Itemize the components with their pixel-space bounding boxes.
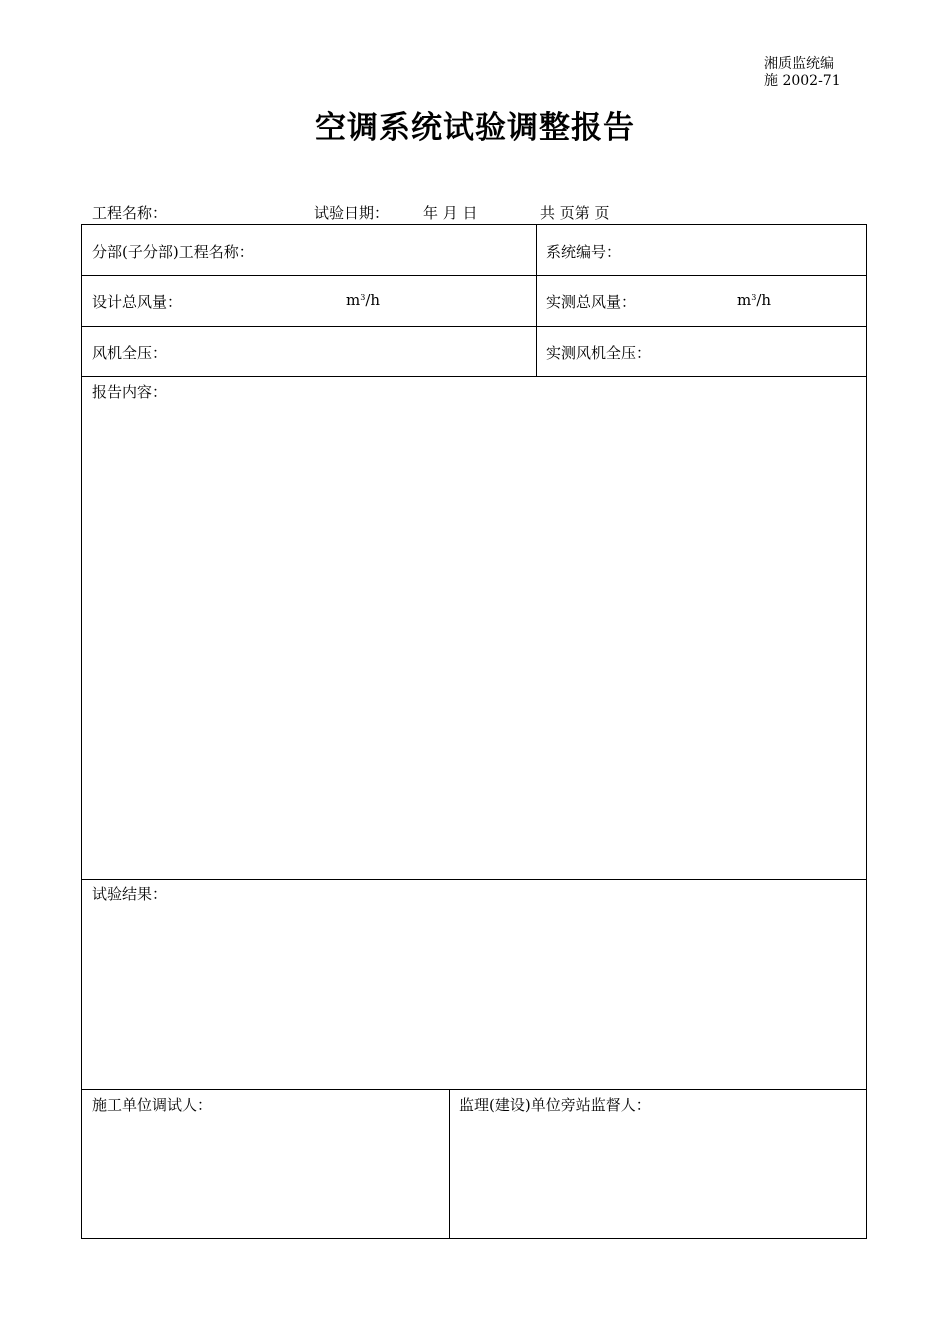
column-divider — [449, 1089, 450, 1238]
row-divider — [82, 1089, 866, 1090]
page-title: 空调系统试验调整报告 — [315, 110, 635, 146]
supervisor-label: 监理(建设)单位旁站监督人： — [459, 1096, 651, 1114]
fan-pressure-label: 风机全压： — [92, 344, 168, 362]
design-air-volume-unit — [346, 291, 380, 309]
test-result-label: 试验结果： — [92, 885, 168, 903]
form-code — [764, 56, 841, 90]
form-code-line1: 湘质监统编 — [764, 56, 834, 72]
column-divider — [536, 225, 537, 376]
report-content-label: 报告内容： — [92, 383, 168, 401]
project-name-label: 工程名称： — [92, 204, 168, 222]
date-fields: 年 月 日 — [423, 204, 478, 222]
report-table — [81, 224, 867, 1239]
measured-air-volume-unit — [737, 291, 771, 309]
page-fields: 共 页第 页 — [540, 204, 610, 222]
unit-exponent: 3 — [360, 293, 366, 302]
row-divider — [82, 326, 866, 327]
test-date-label: 试验日期： — [314, 204, 390, 222]
measured-air-volume-label: 实测总风量： — [546, 293, 637, 311]
row-divider — [82, 275, 866, 276]
unit-base: m — [737, 291, 752, 309]
unit-tail: /h — [365, 291, 381, 309]
contractor-tester-label: 施工单位调试人： — [92, 1096, 213, 1114]
form-code-line2: 施 2002-71 — [764, 73, 841, 89]
row-divider — [82, 879, 866, 880]
unit-tail: /h — [756, 291, 772, 309]
measured-fan-pressure-label: 实测风机全压： — [546, 344, 652, 362]
unit-exponent: 3 — [751, 293, 757, 302]
system-no-label: 系统编号： — [546, 243, 622, 261]
row-divider — [82, 376, 866, 377]
sub-project-label: 分部(子分部)工程名称： — [92, 243, 254, 261]
design-air-volume-label: 设计总风量： — [92, 293, 183, 311]
unit-base: m — [346, 291, 361, 309]
